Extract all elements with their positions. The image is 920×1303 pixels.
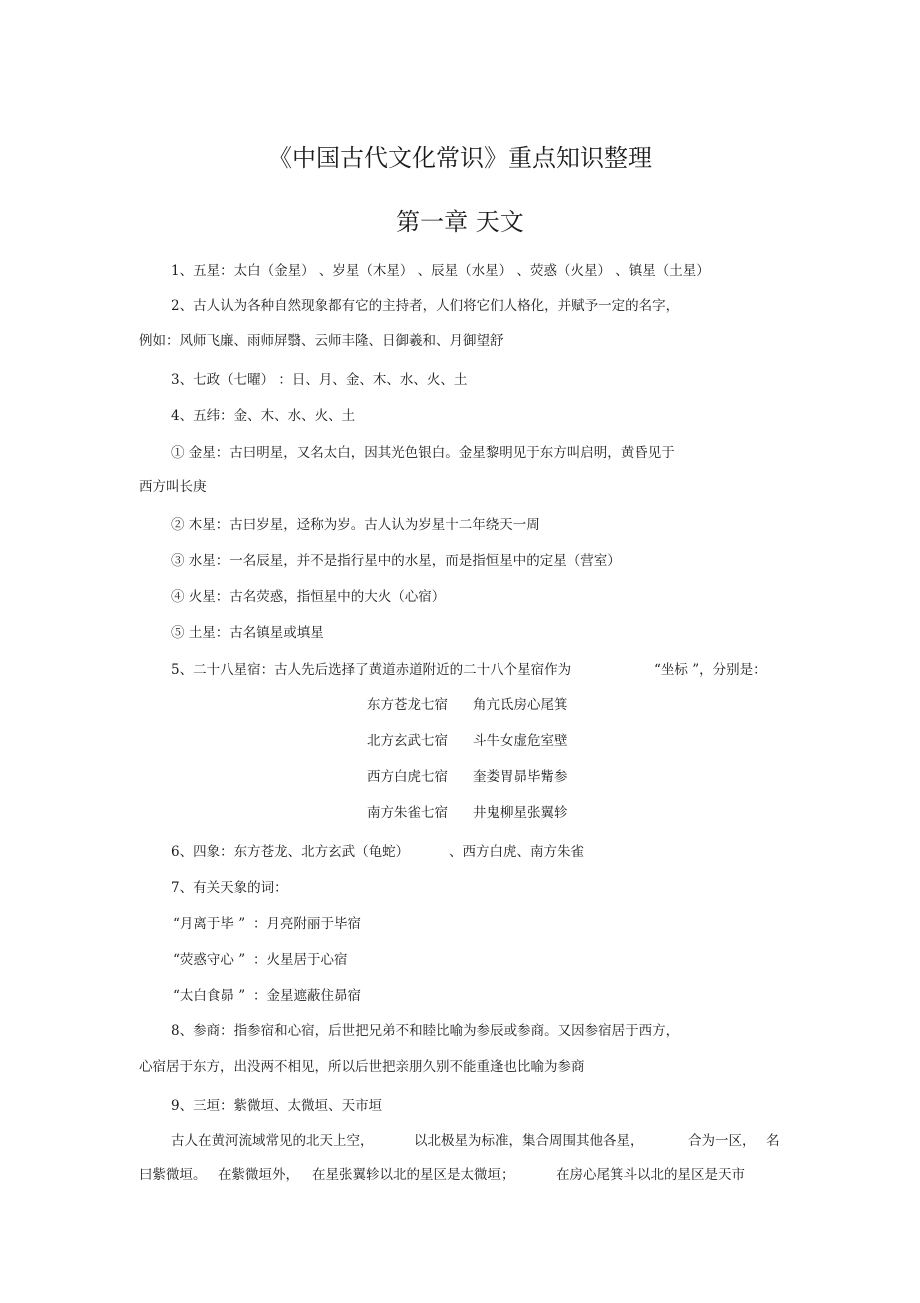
para-segment: 在房心尾箕斗以北的星区是天市	[556, 1167, 745, 1183]
mansion-stars: 奎娄胃昴毕觜参	[473, 769, 568, 785]
venus-line-2: 西方叫长庚	[139, 479, 207, 495]
mansion-stars: 井鬼柳星张翼轸	[473, 805, 568, 821]
phrase-meaning: ：月亮附丽于毕宿	[253, 916, 361, 932]
item-5-mansions-intro: 5、二十八星宿：古人先后选择了黄道赤道附近的二十八个星宿作为	[171, 662, 572, 678]
para-segment: 在星张翼轸以北的星区是太微垣；	[312, 1167, 515, 1183]
phrase-meaning: ：金星遮蔽住昴宿	[253, 988, 361, 1004]
document-title: 《中国古代文化常识》重点知识整理	[268, 144, 652, 172]
item-1-five-stars: 1、五星：太白（金星） 、岁星（木星） 、辰星（水星） 、荧惑（火星） 、镇星（土星）	[171, 263, 710, 279]
chapter-heading: 第一章 天文	[396, 208, 524, 236]
phrase-term: “太白食昴 ”	[173, 988, 246, 1004]
item-6-four-symbols-a: 6、四象：东方苍龙、北方玄武（龟蛇）	[171, 844, 410, 860]
para-segment: 古人在黄河流域常见的北天上空，	[171, 1133, 374, 1149]
mansion-stars: 角亢氐房心尾箕	[473, 697, 568, 713]
mansion-group: 东方苍龙七宿	[367, 697, 448, 713]
item-4-five-planets: 4、五纬：金、木、水、火、土	[171, 408, 356, 424]
item-8-line-1: 8、参商：指参宿和心宿，后世把兄弟不和睦比喻为参辰或参商。又因参宿居于西方，	[171, 1023, 680, 1039]
phrase-meaning: ：火星居于心宿	[253, 952, 348, 968]
venus-line-1: ① 金星：古曰明星，又名太白，因其光色银白。金星黎明见于东方叫启明，黄昏见于	[171, 445, 675, 461]
para-segment: 以北极星为标准，集合周围其他各星，	[414, 1133, 644, 1149]
para-segment: 合为一区，	[688, 1133, 756, 1149]
item-9-three-enclosures: 9、三垣：紫微垣、太微垣、天市垣	[171, 1098, 383, 1114]
mercury-line: ③ 水星：一名辰星，并不是指行星中的水星，而是指恒星中的定星（营室）	[171, 553, 621, 569]
phrase-term: “月离于毕 ”	[173, 916, 246, 932]
jupiter-line: ② 木星：古曰岁星，迳称为岁。古人认为岁星十二年绕天一周	[171, 517, 540, 533]
item-2-line-1: 2、古人认为各种自然现象都有它的主持者，人们将它们人格化，并赋予一定的名字，	[171, 298, 680, 314]
mansion-group: 南方朱雀七宿	[367, 805, 448, 821]
para-segment: 名	[766, 1133, 780, 1149]
mansion-stars: 斗牛女虚危室壁	[473, 733, 568, 749]
mansion-group: 北方玄武七宿	[367, 733, 448, 749]
item-5-coordinates: “坐标 ”，分别是：	[654, 662, 767, 678]
item-7-heading: 7、有关天象的词：	[171, 880, 288, 896]
item-2-line-2: 例如：风师飞廉、雨师屏翳、云师丰隆、日御羲和、月御望舒	[139, 333, 504, 349]
mars-line: ④ 火星：古名荧惑，指恒星中的大火（心宿）	[171, 589, 446, 605]
item-8-line-2: 心宿居于东方，出没两不相见，所以后世把亲朋久别不能重逢也比喻为参商	[139, 1059, 585, 1075]
item-6-four-symbols-b: 、西方白虎、南方朱雀	[449, 844, 584, 860]
saturn-line: ⑤ 土星：古名镇星或填星	[171, 625, 324, 641]
item-3-seven-luminaries: 3、七政（七曜） ：日、月、金、木、水、火、土	[171, 372, 468, 388]
phrase-term: “荧惑守心 ”	[173, 952, 246, 968]
mansion-group: 西方白虎七宿	[367, 769, 448, 785]
para-segment: 曰紫微垣。	[139, 1167, 207, 1183]
para-segment: 在紫微垣外，	[218, 1167, 299, 1183]
